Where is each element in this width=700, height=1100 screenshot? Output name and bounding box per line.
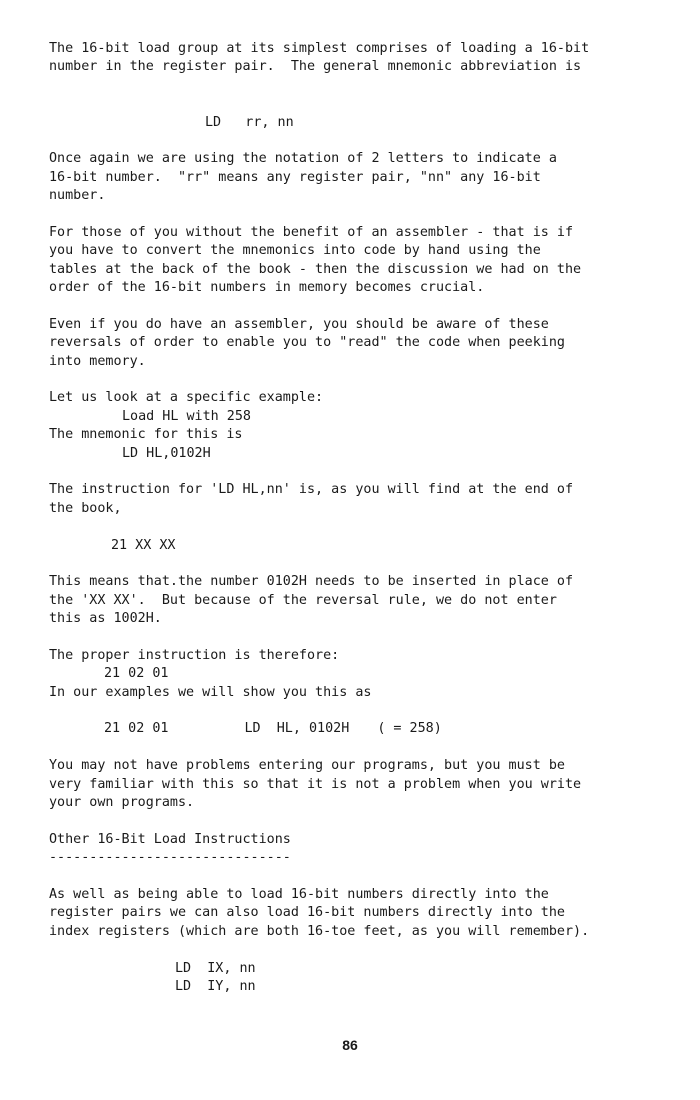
text-line: Even if you do have an assembler, you should be aware of these [49, 316, 549, 332]
text-line: The mnemonic for this is [49, 427, 243, 443]
page-number: 86 [342, 1037, 358, 1053]
text-line: your own programs. [49, 795, 195, 811]
text-line: register pairs we can also load 16-bit numbers directly into the [49, 905, 565, 921]
text-line: order of the 16-bit numbers in memory becomes crucial. [49, 280, 485, 296]
text-line: very familiar with this so that it is not a problem when you write [49, 776, 582, 792]
text-line: the book, [49, 500, 122, 516]
example-line: Load HL with 258 [122, 408, 251, 424]
text-line: As well as being able to load 16-bit numbers directly into the [49, 886, 549, 902]
code-line: LD rr, nn [205, 114, 294, 130]
text-line: tables at the back of the book - then the discussion we had on the [49, 261, 582, 277]
text-line: the 'XX XX'. But because of the reversal rule, we do not enter [49, 592, 557, 608]
text-line: Let us look at a specific example: [49, 390, 324, 406]
code-line: 21 02 01 [104, 666, 169, 682]
text-line: This means that.the number 0102H needs to be inserted in place of [49, 574, 574, 590]
code-note: ( = 258) [377, 721, 442, 737]
text-line: into memory. [49, 353, 146, 369]
code-example-row [49, 720, 689, 738]
text-line: The instruction for 'LD HL,nn' is, as you will find at the end of [49, 482, 574, 498]
section-heading: Other 16-Bit Load Instructions [49, 831, 291, 847]
code-mnemonic: LD HL, 0102H [244, 721, 350, 737]
text-line: reversals of order to enable you to "read" the code when peeking [49, 335, 565, 351]
text-line: Once again we are using the notation of 2 letters to indicate a [49, 151, 557, 167]
text-line: 16-bit number. "rr" means any register pair, "nn" any 16-bit [49, 169, 541, 185]
page-body [49, 40, 689, 996]
code-line: 21 XX XX [111, 537, 176, 553]
code-hex: 21 02 01 [104, 721, 169, 737]
text-line: this as 1002H. [49, 611, 162, 627]
text-line: The 16-bit load group at its simplest comprises of loading a 16-bit [49, 41, 590, 56]
code-line: LD HL,0102H [122, 445, 211, 461]
text-line: number in the register pair. The general mnemonic abbreviation is [49, 59, 582, 75]
text-line: In our examples we will show you this as [49, 684, 372, 700]
code-line: LD IY, nn [175, 978, 256, 994]
text-line: number. [49, 188, 106, 204]
text-line: The proper instruction is therefore: [49, 647, 340, 663]
text-line: You may not have problems entering our programs, but you must be [49, 758, 565, 774]
heading-underline: ------------------------------ [49, 850, 291, 866]
text-line: index registers (which are both 16-toe feet, as you will remember). [49, 923, 590, 939]
text-line: For those of you without the benefit of an assembler - that is if [49, 224, 574, 240]
text-line: you have to convert the mnemonics into code by hand using the [49, 243, 541, 259]
code-line: LD IX, nn [175, 960, 256, 976]
